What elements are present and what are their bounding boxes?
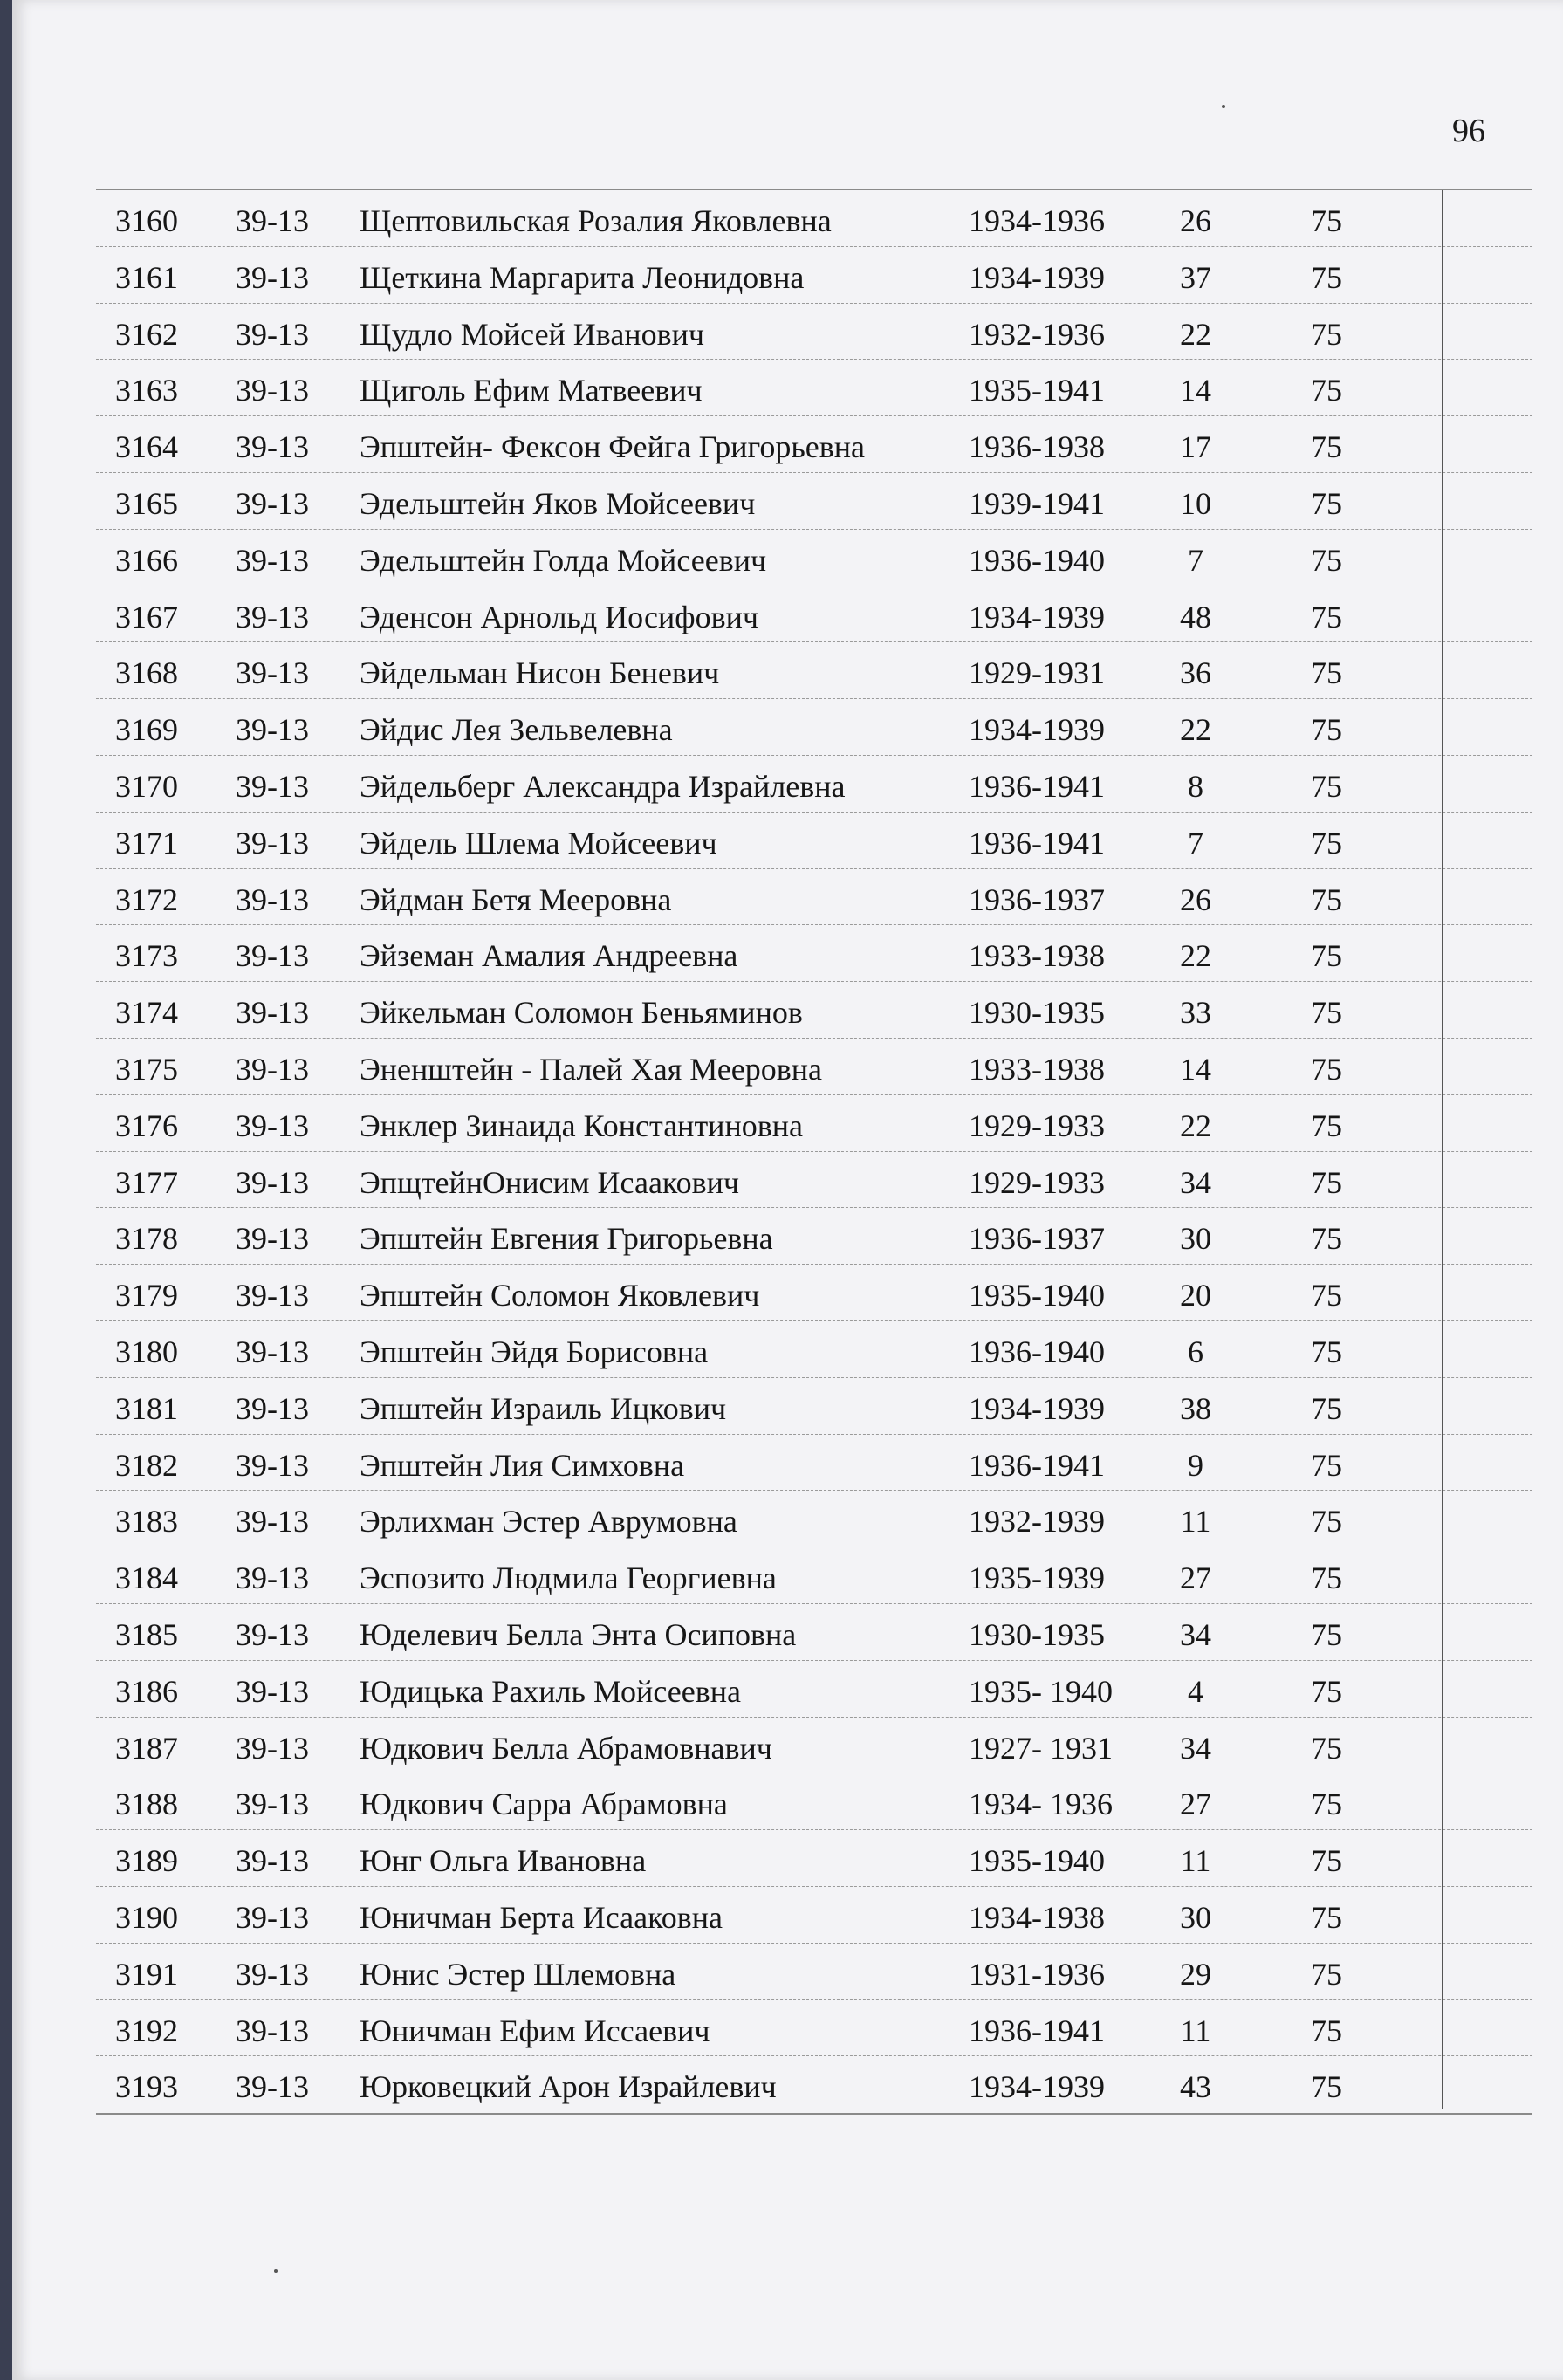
record-count: 22 xyxy=(1180,712,1211,748)
record-value: 75 xyxy=(1311,429,1342,465)
record-number: 3177 xyxy=(115,1164,178,1200)
person-name: Эйдис Лея Зельвелевна xyxy=(360,712,673,748)
record-count: 30 xyxy=(1180,1221,1211,1257)
table-row xyxy=(96,2056,1532,2113)
years-range: 1934-1939 xyxy=(969,259,1105,295)
person-name: Эйземан Амалия Андреевна xyxy=(360,938,738,974)
table-row xyxy=(96,813,1532,869)
table-row xyxy=(96,1944,1532,2000)
record-number: 3180 xyxy=(115,1334,178,1369)
record-number: 3162 xyxy=(115,316,178,352)
person-name: Эпштейн- Фексон Фейга Григорьевна xyxy=(360,429,865,465)
person-name: Эйдельберг Александра Израйлевна xyxy=(360,768,846,804)
person-name: Эпштейн Евгения Григорьевна xyxy=(360,1221,773,1257)
table-row xyxy=(96,1378,1532,1435)
person-name: Юничман Берта Исааковна xyxy=(360,1899,723,1935)
record-value: 75 xyxy=(1311,373,1342,408)
table-row xyxy=(96,1661,1532,1718)
person-name: Эйкельман Соломон Беньяминов xyxy=(360,995,803,1031)
record-code: 39-13 xyxy=(236,599,309,634)
record-value: 75 xyxy=(1311,1051,1342,1087)
record-number: 3190 xyxy=(115,1899,178,1935)
years-range: 1935-1940 xyxy=(969,1843,1105,1879)
person-name: Энклер Зинаида Константиновна xyxy=(360,1108,803,1143)
table-row xyxy=(96,642,1532,699)
person-name: Щиголь Ефим Матвеевич xyxy=(360,373,703,408)
table-row xyxy=(96,982,1532,1039)
record-code: 39-13 xyxy=(236,938,309,974)
record-code: 39-13 xyxy=(236,768,309,804)
table-row xyxy=(96,1435,1532,1492)
years-range: 1936-1937 xyxy=(969,881,1105,917)
years-range: 1933-1938 xyxy=(969,938,1105,974)
table-row xyxy=(96,1887,1532,1944)
record-code: 39-13 xyxy=(236,1051,309,1087)
record-code: 39-13 xyxy=(236,1787,309,1822)
record-count: 22 xyxy=(1180,316,1211,352)
record-value: 75 xyxy=(1311,1787,1342,1822)
record-number: 3191 xyxy=(115,1956,178,1992)
record-count: 43 xyxy=(1180,2069,1211,2105)
person-name: Эйдель Шлема Мойсеевич xyxy=(360,825,717,861)
years-range: 1932-1936 xyxy=(969,316,1105,352)
speck xyxy=(1222,105,1225,108)
record-count: 14 xyxy=(1180,1051,1211,1087)
record-value: 75 xyxy=(1311,712,1342,748)
record-number: 3182 xyxy=(115,1447,178,1483)
record-value: 75 xyxy=(1311,825,1342,861)
table-row xyxy=(96,1547,1532,1604)
record-value: 75 xyxy=(1311,1843,1342,1879)
record-number: 3184 xyxy=(115,1560,178,1596)
years-range: 1930-1935 xyxy=(969,1616,1105,1652)
record-number: 3171 xyxy=(115,825,178,861)
person-name: Щудло Мойсей Иванович xyxy=(360,316,704,352)
years-range: 1935-1939 xyxy=(969,1560,1105,1596)
record-number: 3164 xyxy=(115,429,178,465)
years-range: 1929-1931 xyxy=(969,655,1105,691)
record-count: 26 xyxy=(1180,203,1211,238)
person-name: Щептовильская Розалия Яковлевна xyxy=(360,203,832,238)
record-value: 75 xyxy=(1311,203,1342,238)
record-value: 75 xyxy=(1311,599,1342,634)
years-range: 1935- 1940 xyxy=(969,1673,1113,1709)
record-code: 39-13 xyxy=(236,429,309,465)
record-code: 39-13 xyxy=(236,1899,309,1935)
record-code: 39-13 xyxy=(236,1616,309,1652)
record-number: 3186 xyxy=(115,1673,178,1709)
record-code: 39-13 xyxy=(236,373,309,408)
table-row xyxy=(96,1039,1532,1095)
record-number: 3168 xyxy=(115,655,178,691)
record-value: 75 xyxy=(1311,995,1342,1031)
person-name: Эйдельман Нисон Беневич xyxy=(360,655,720,691)
record-count: 4 xyxy=(1188,1673,1203,1709)
record-number: 3179 xyxy=(115,1278,178,1313)
record-number: 3192 xyxy=(115,2013,178,2048)
record-value: 75 xyxy=(1311,1221,1342,1257)
table-row xyxy=(96,1095,1532,1152)
record-code: 39-13 xyxy=(236,1730,309,1766)
record-count: 22 xyxy=(1180,938,1211,974)
years-range: 1934-1939 xyxy=(969,712,1105,748)
years-range: 1936-1941 xyxy=(969,2013,1105,2048)
record-number: 3185 xyxy=(115,1616,178,1652)
record-number: 3170 xyxy=(115,768,178,804)
record-code: 39-13 xyxy=(236,485,309,521)
record-code: 39-13 xyxy=(236,825,309,861)
table-row xyxy=(96,1773,1532,1830)
record-code: 39-13 xyxy=(236,1334,309,1369)
record-value: 75 xyxy=(1311,1730,1342,1766)
record-count: 34 xyxy=(1180,1164,1211,1200)
person-name: Юдицька Рахиль Мойсеевна xyxy=(360,1673,741,1709)
record-count: 6 xyxy=(1188,1334,1203,1369)
record-count: 36 xyxy=(1180,655,1211,691)
table-row xyxy=(96,247,1532,304)
person-name: Эпштейн Лия Симховна xyxy=(360,1447,685,1483)
record-value: 75 xyxy=(1311,1560,1342,1596)
table-row xyxy=(96,1491,1532,1547)
record-count: 8 xyxy=(1188,768,1203,804)
record-number: 3193 xyxy=(115,2069,178,2105)
record-number: 3175 xyxy=(115,1051,178,1087)
person-name: Эйдман Бетя Мееровна xyxy=(360,881,672,917)
record-code: 39-13 xyxy=(236,1164,309,1200)
record-count: 30 xyxy=(1180,1899,1211,1935)
years-range: 1931-1936 xyxy=(969,1956,1105,1992)
person-name: Эдельштейн Голда Мойсеевич xyxy=(360,542,767,578)
record-value: 75 xyxy=(1311,1673,1342,1709)
years-range: 1934- 1936 xyxy=(969,1787,1113,1822)
record-number: 3161 xyxy=(115,259,178,295)
record-value: 75 xyxy=(1311,1334,1342,1369)
person-name: Эненштейн - Палей Хая Мееровна xyxy=(360,1051,822,1087)
record-number: 3166 xyxy=(115,542,178,578)
record-number: 3163 xyxy=(115,373,178,408)
record-value: 75 xyxy=(1311,938,1342,974)
record-count: 14 xyxy=(1180,373,1211,408)
years-range: 1939-1941 xyxy=(969,485,1105,521)
record-value: 75 xyxy=(1311,542,1342,578)
record-count: 20 xyxy=(1180,1278,1211,1313)
person-name: Эденсон Арнольд Иосифович xyxy=(360,599,758,634)
person-name: Эрлихман Эстер Аврумовна xyxy=(360,1504,737,1540)
years-range: 1932-1939 xyxy=(969,1504,1105,1540)
table-row xyxy=(96,1265,1532,1321)
record-number: 3187 xyxy=(115,1730,178,1766)
years-range: 1930-1935 xyxy=(969,995,1105,1031)
record-code: 39-13 xyxy=(236,1560,309,1596)
table-row xyxy=(96,304,1532,360)
record-count: 11 xyxy=(1180,1843,1211,1879)
record-count: 29 xyxy=(1180,1956,1211,1992)
table-row xyxy=(96,1830,1532,1887)
table-row xyxy=(96,1208,1532,1265)
record-value: 75 xyxy=(1311,316,1342,352)
record-code: 39-13 xyxy=(236,1108,309,1143)
record-count: 27 xyxy=(1180,1787,1211,1822)
table-row xyxy=(96,190,1532,247)
table-row xyxy=(96,473,1532,530)
person-name: Юничман Ефим Иссаевич xyxy=(360,2013,710,2048)
years-range: 1936-1940 xyxy=(969,1334,1105,1369)
record-code: 39-13 xyxy=(236,1390,309,1426)
record-code: 39-13 xyxy=(236,1956,309,1992)
record-value: 75 xyxy=(1311,1278,1342,1313)
records-table xyxy=(96,189,1532,2115)
document-page xyxy=(12,0,1563,2380)
record-count: 33 xyxy=(1180,995,1211,1031)
table-row xyxy=(96,756,1532,813)
record-count: 7 xyxy=(1188,542,1203,578)
record-code: 39-13 xyxy=(236,1221,309,1257)
speck xyxy=(274,2269,278,2273)
record-number: 3178 xyxy=(115,1221,178,1257)
record-count: 38 xyxy=(1180,1390,1211,1426)
person-name: Эпштейн Израиль Ицкович xyxy=(360,1390,727,1426)
record-number: 3165 xyxy=(115,485,178,521)
record-count: 11 xyxy=(1180,2013,1211,2048)
record-number: 3167 xyxy=(115,599,178,634)
years-range: 1936-1941 xyxy=(969,825,1105,861)
years-range: 1927- 1931 xyxy=(969,1730,1113,1766)
record-count: 34 xyxy=(1180,1730,1211,1766)
record-code: 39-13 xyxy=(236,1673,309,1709)
record-code: 39-13 xyxy=(236,542,309,578)
person-name: Эпштейн Соломон Яковлевич xyxy=(360,1278,760,1313)
record-count: 10 xyxy=(1180,485,1211,521)
person-name: Юделевич Белла Энта Осиповна xyxy=(360,1616,797,1652)
record-value: 75 xyxy=(1311,655,1342,691)
table-row xyxy=(96,2000,1532,2057)
table-row xyxy=(96,869,1532,926)
record-number: 3160 xyxy=(115,203,178,238)
record-code: 39-13 xyxy=(236,2013,309,2048)
record-code: 39-13 xyxy=(236,259,309,295)
record-number: 3176 xyxy=(115,1108,178,1143)
record-number: 3169 xyxy=(115,712,178,748)
person-name: Юдкович Белла Абрамовнавич xyxy=(360,1730,772,1766)
years-range: 1929-1933 xyxy=(969,1164,1105,1200)
record-code: 39-13 xyxy=(236,881,309,917)
record-count: 17 xyxy=(1180,429,1211,465)
years-range: 1929-1933 xyxy=(969,1108,1105,1143)
table-row xyxy=(96,925,1532,982)
table-row xyxy=(96,1718,1532,1774)
record-code: 39-13 xyxy=(236,1843,309,1879)
record-number: 3188 xyxy=(115,1787,178,1822)
record-code: 39-13 xyxy=(236,995,309,1031)
years-range: 1936-1941 xyxy=(969,1447,1105,1483)
person-name: ЭпщтейнОнисим Исаакович xyxy=(360,1164,739,1200)
table-row xyxy=(96,1604,1532,1661)
record-value: 75 xyxy=(1311,1108,1342,1143)
record-value: 75 xyxy=(1311,1390,1342,1426)
record-number: 3183 xyxy=(115,1504,178,1540)
years-range: 1934-1939 xyxy=(969,599,1105,634)
record-code: 39-13 xyxy=(236,203,309,238)
record-count: 11 xyxy=(1180,1504,1211,1540)
record-code: 39-13 xyxy=(236,712,309,748)
years-range: 1934-1936 xyxy=(969,203,1105,238)
person-name: Юдкович Сарра Абрамовна xyxy=(360,1787,728,1822)
years-range: 1934-1938 xyxy=(969,1899,1105,1935)
person-name: Эспозито Людмила Георгиевна xyxy=(360,1560,777,1596)
person-name: Эпштейн Эйдя Борисовна xyxy=(360,1334,709,1369)
person-name: Эдельштейн Яков Мойсеевич xyxy=(360,485,756,521)
record-count: 48 xyxy=(1180,599,1211,634)
person-name: Юнг Ольга Ивановна xyxy=(360,1843,647,1879)
record-code: 39-13 xyxy=(236,1504,309,1540)
table-row xyxy=(96,416,1532,473)
record-value: 75 xyxy=(1311,485,1342,521)
person-name: Щеткина Маргарита Леонидовна xyxy=(360,259,805,295)
record-code: 39-13 xyxy=(236,655,309,691)
table-row xyxy=(96,1152,1532,1209)
record-count: 26 xyxy=(1180,881,1211,917)
years-range: 1936-1937 xyxy=(969,1221,1105,1257)
table-row xyxy=(96,699,1532,756)
table-row xyxy=(96,530,1532,586)
record-value: 75 xyxy=(1311,881,1342,917)
record-value: 75 xyxy=(1311,2069,1342,2105)
record-number: 3181 xyxy=(115,1390,178,1426)
record-value: 75 xyxy=(1311,768,1342,804)
record-code: 39-13 xyxy=(236,1278,309,1313)
years-range: 1936-1940 xyxy=(969,542,1105,578)
table-row xyxy=(96,360,1532,416)
record-number: 3172 xyxy=(115,881,178,917)
record-number: 3174 xyxy=(115,995,178,1031)
record-value: 75 xyxy=(1311,1164,1342,1200)
record-value: 75 xyxy=(1311,1447,1342,1483)
record-code: 39-13 xyxy=(236,2069,309,2105)
years-range: 1933-1938 xyxy=(969,1051,1105,1087)
years-range: 1934-1939 xyxy=(969,1390,1105,1426)
years-range: 1936-1938 xyxy=(969,429,1105,465)
person-name: Юнис Эстер Шлемовна xyxy=(360,1956,676,1992)
record-count: 22 xyxy=(1180,1108,1211,1143)
record-count: 7 xyxy=(1188,825,1203,861)
years-range: 1934-1939 xyxy=(969,2069,1105,2105)
record-code: 39-13 xyxy=(236,316,309,352)
table-row xyxy=(96,586,1532,643)
years-range: 1935-1940 xyxy=(969,1278,1105,1313)
years-range: 1936-1941 xyxy=(969,768,1105,804)
record-number: 3189 xyxy=(115,1843,178,1879)
record-value: 75 xyxy=(1311,1899,1342,1935)
record-value: 75 xyxy=(1311,1616,1342,1652)
record-value: 75 xyxy=(1311,1956,1342,1992)
record-count: 37 xyxy=(1180,259,1211,295)
record-number: 3173 xyxy=(115,938,178,974)
years-range: 1935-1941 xyxy=(969,373,1105,408)
record-value: 75 xyxy=(1311,1504,1342,1540)
record-value: 75 xyxy=(1311,2013,1342,2048)
record-value: 75 xyxy=(1311,259,1342,295)
table-row xyxy=(96,1321,1532,1378)
record-code: 39-13 xyxy=(236,1447,309,1483)
record-count: 27 xyxy=(1180,1560,1211,1596)
person-name: Юрковецкий Арон Израйлевич xyxy=(360,2069,777,2105)
record-count: 9 xyxy=(1188,1447,1203,1483)
page-number: 96 xyxy=(1452,113,1485,149)
record-count: 34 xyxy=(1180,1616,1211,1652)
